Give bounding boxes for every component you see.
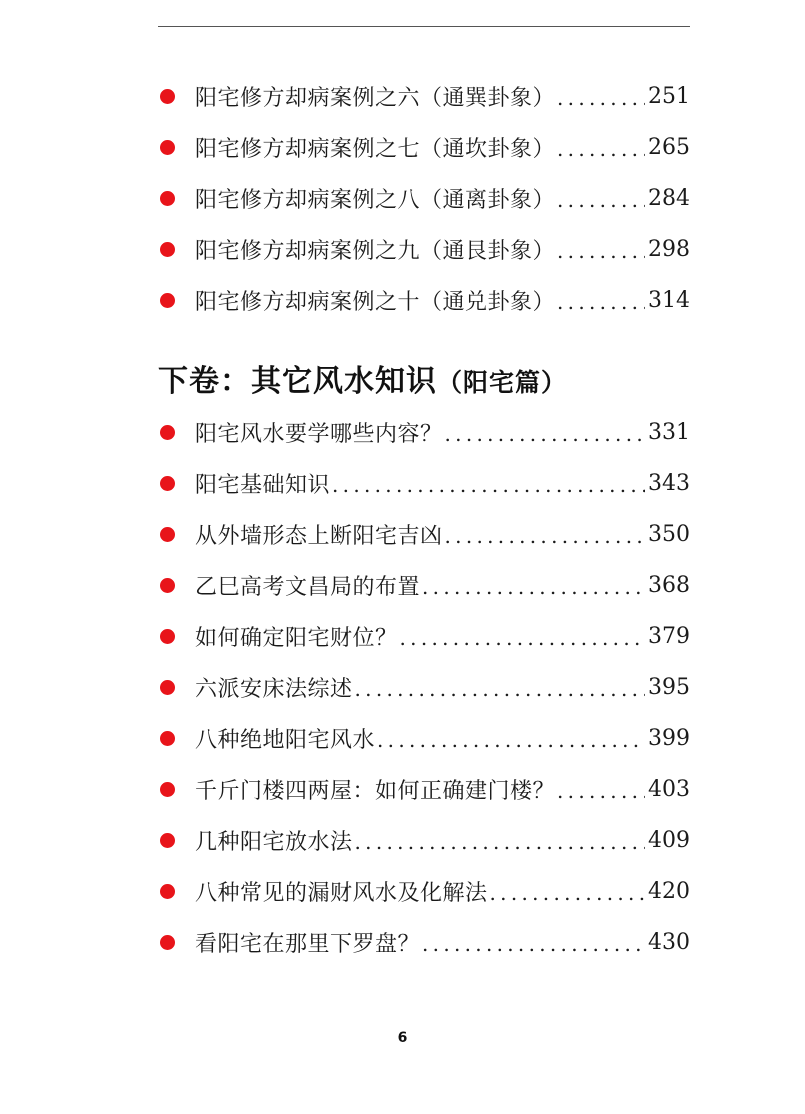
- toc-entry-title: 八种绝地阳宅风水: [195, 727, 376, 753]
- dot-leader: [490, 883, 645, 908]
- dot-leader: [557, 781, 645, 806]
- toc-entry[interactable]: [160, 670, 690, 704]
- toc-entry-title: 阳宅修方却病案例之十（通兑卦象）: [195, 289, 556, 315]
- dot-leader: [557, 292, 645, 317]
- toc-entry-title: 如何确定阳宅财位？: [195, 625, 398, 651]
- dot-leader: [557, 139, 645, 164]
- bullet-icon: [160, 935, 175, 950]
- toc-entry-title: 六派安床法综述: [195, 676, 353, 702]
- toc-entry[interactable]: [160, 130, 690, 164]
- bullet-icon: [160, 680, 175, 695]
- toc-entry-title: 八种常见的漏财风水及化解法: [195, 880, 488, 906]
- toc-entry-title: 看阳宅在那里下罗盘？: [195, 931, 421, 957]
- toc-entry-page: 251: [648, 83, 690, 109]
- toc-entry-page: 331: [648, 419, 690, 445]
- toc-entry-page: 395: [648, 674, 690, 700]
- toc-entry[interactable]: [160, 874, 690, 908]
- toc-entry-page: 399: [648, 725, 690, 751]
- bullet-icon: [160, 731, 175, 746]
- dot-leader: [332, 475, 645, 500]
- bullet-icon: [160, 191, 175, 206]
- toc-entry-page: 343: [648, 470, 690, 496]
- toc-entry-page: 379: [648, 623, 690, 649]
- toc-entry-page: 409: [648, 827, 690, 853]
- toc-entry[interactable]: [160, 466, 690, 500]
- dot-leader: [557, 88, 645, 113]
- toc-entry[interactable]: [160, 232, 690, 266]
- bullet-icon: [160, 293, 175, 308]
- bullet-icon: [160, 527, 175, 542]
- toc-entry-title: 阳宅修方却病案例之七（通坎卦象）: [195, 136, 556, 162]
- dot-leader: [422, 577, 645, 602]
- bullet-icon: [160, 476, 175, 491]
- header-rule: [158, 26, 690, 27]
- dot-leader: [557, 241, 645, 266]
- toc-entry-title: 阳宅修方却病案例之六（通巽卦象）: [195, 85, 556, 111]
- toc-entry-title: 阳宅修方却病案例之八（通离卦象）: [195, 187, 556, 213]
- section-heading: [158, 356, 567, 400]
- toc-entry-title: 千斤门楼四两屋：如何正确建门楼？: [195, 778, 556, 804]
- section-heading-sub: （阳宅篇）: [437, 368, 568, 397]
- toc-entry-title: 阳宅修方却病案例之九（通艮卦象）: [195, 238, 556, 264]
- dot-leader: [355, 679, 645, 704]
- toc-entry-title: 乙巳高考文昌局的布置: [195, 574, 421, 600]
- toc-entry[interactable]: [160, 181, 690, 215]
- toc-entry-page: 350: [648, 521, 690, 547]
- bullet-icon: [160, 833, 175, 848]
- bullet-icon: [160, 425, 175, 440]
- toc-entry[interactable]: [160, 823, 690, 857]
- toc-entry-page: 314: [648, 287, 690, 313]
- section-heading-main: 下卷：其它风水知识: [158, 364, 437, 399]
- page-number: 6: [397, 1030, 408, 1046]
- bullet-icon: [160, 242, 175, 257]
- dot-leader: [355, 832, 645, 857]
- dot-leader: [400, 628, 645, 653]
- toc-entry-page: 420: [648, 878, 690, 904]
- toc-entry[interactable]: [160, 721, 690, 755]
- bullet-icon: [160, 629, 175, 644]
- toc-entry[interactable]: [160, 517, 690, 551]
- toc-entry-title: 从外墙形态上断阳宅吉凶: [195, 523, 443, 549]
- bullet-icon: [160, 89, 175, 104]
- toc-entry[interactable]: [160, 283, 690, 317]
- toc-entry-page: 368: [648, 572, 690, 598]
- toc-entry-title: 阳宅风水要学哪些内容？: [195, 421, 443, 447]
- dot-leader: [445, 526, 645, 551]
- toc-entry-page: 265: [648, 134, 690, 160]
- bullet-icon: [160, 782, 175, 797]
- dot-leader: [445, 424, 645, 449]
- toc-entry-page: 430: [648, 929, 690, 955]
- toc-entry[interactable]: [160, 79, 690, 113]
- toc-entry-title: 阳宅基础知识: [195, 472, 331, 498]
- bullet-icon: [160, 884, 175, 899]
- toc-entry-title: 几种阳宅放水法: [195, 829, 353, 855]
- bullet-icon: [160, 578, 175, 593]
- toc-entry[interactable]: [160, 925, 690, 959]
- toc-entry[interactable]: [160, 415, 690, 449]
- dot-leader: [422, 934, 645, 959]
- toc-entry[interactable]: [160, 619, 690, 653]
- toc-entry-page: 298: [648, 236, 690, 262]
- toc-entry-page: 284: [648, 185, 690, 211]
- dot-leader: [557, 190, 645, 215]
- bullet-icon: [160, 140, 175, 155]
- dot-leader: [377, 730, 645, 755]
- toc-entry[interactable]: [160, 772, 690, 806]
- toc-entry[interactable]: [160, 568, 690, 602]
- toc-entry-page: 403: [648, 776, 690, 802]
